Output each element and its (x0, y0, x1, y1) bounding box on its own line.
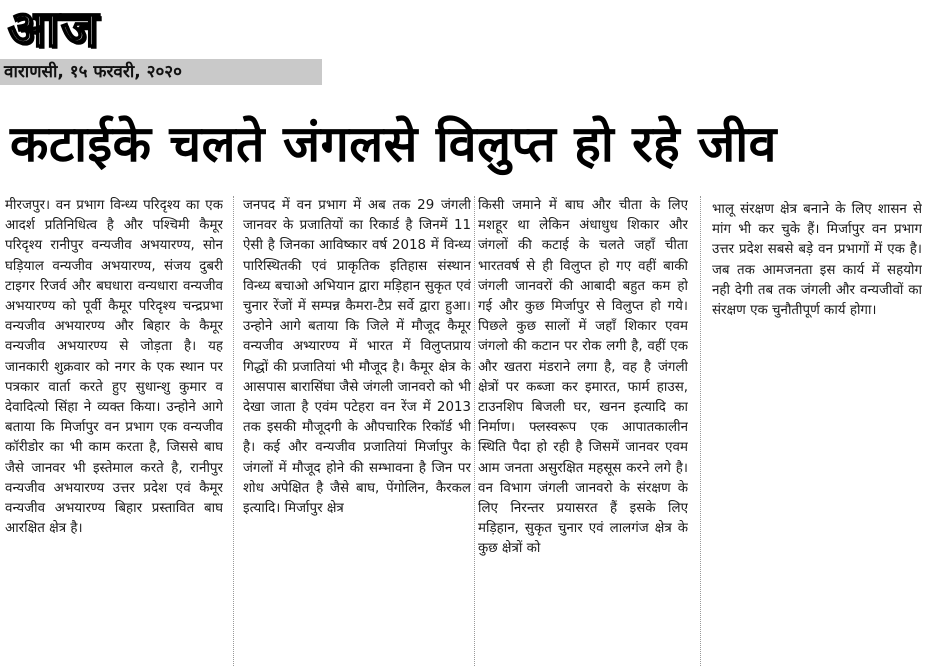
article-column-1: मीरजपुर। वन प्रभाग विन्ध्य परिदृश्य का एक आदर्श प्रतिनिधित्व है और पश्चिमी कैमूर परिदृश्य रानीपुर वन्यजीव अभयारण्य, सोन घड़ियाल वन्यजीव अभयारण्य, संजय दुबरी टाइगर रिजर्व और बघधारा वन्यधारा वन्यजीव अभयारण्य को पूर्वी कैमूर परिदृश्य चन्द्रप्रभा वन्यजीव अभयारण्य और बिहार के कैमूर वन्यजीव अभयारण्य से जोड़ता है। यह जानकारी शुक्रवार को नगर के एक स्थान पर पत्रकार वार्ता करते हुए सुधान्शु कुमार व देवादित्यो सिंहा ने व्यक्त किया। उन्होने आगे बताया कि मिर्जापुर वन प्रभाग एक वन्यजीव कॉरीडोर का भी काम करता है, जिससे बाघ जैसे जानवर भी इस्तेमाल करते है, रानीपुर वन्यजीव अभयारण्य उत्तर प्रदेश एवं कैमूर वन्यजीव अभयारण्य बिहार प्रस्तावित बाघ आरक्षित क्षेत्र है। (5, 198, 223, 537)
column-divider (474, 196, 475, 666)
article-column-4: भालू संरक्षण क्षेत्र बनाने के लिए शासन से मांग भी कर चुके हैं। मिर्जापुर वन प्रभाग उत्तर प्रदेश सबसे बड़े वन प्रभागों में एक है। जब तक आमजनता इस कार्य में सहयोग नही देगी तब तक जंगली और वन्यजीवों का संरक्षण एक चुनौतीपूर्ण कार्य होगा। (712, 202, 922, 319)
column-divider (700, 196, 701, 666)
dateline-bar (0, 59, 322, 85)
column-divider (233, 196, 234, 666)
article-column-2: जनपद में वन प्रभाग में अब तक 29 जंगली जानवर के प्रजातियों का रिकार्ड है जिनमें 11 ऐसी है जिनका आविष्कार वर्ष 2018 में विन्ध्य पारिस्थितकी एवं प्राकृतिक इतिहास संस्थान विन्ध्य बचाओ अभियान द्वारा मड़िहान सुकृत एवं चुनार रेंजों में सम्पन्न कैमरा-टैप्र सर्वे द्वारा हुआ। उन्होने आगे बताया कि जिले में मौजूद कैमूर वन्यजीव अभ्यारण्य में भारत में विलुप्तप्राय गिद्धों की प्रजातियां भी मौजूद है। कैमूर क्षेत्र के आसपास बारासिंघा जैसे जंगली जानवरो को भी देखा जाता है एवंम पटेहरा वन रेंज में 2013 तक इसकी मौजूदगी के औपचारिक रिकॉर्ड भी है। कई और वन्यजीव प्रजातियां मिर्जापुर के जंगलों में मौजूद होने की सम्भावना है जिन पर शोध अपेक्षित है जैसे बाघ, पेंगोलिन, कैरकल इत्यादि। मिर्जापुर क्षेत्र (243, 198, 471, 517)
article-headline: कटाईके चलते जंगलसे विलुप्त हो रहे जीव (10, 115, 777, 173)
dateline: वाराणसी, १५ फरवरी, २०२० (4, 62, 182, 82)
newspaper-masthead: आज (8, 0, 101, 58)
article-column-3: किसी जमाने में बाघ और चीता के लिए मशहूर था लेकिन अंधाधुध शिकार और जंगलों की कटाई के चलते जहाँ चीता भारतवर्ष से ही विलुप्त हो गए वहीं बाकी जंगली जानवरों की आबादी बहुत कम हो गई और कुछ मिर्जापुर से विलुप्त हो गये। पिछले कुछ सालों में जहाँ शिकार एवम जंगलो की कटान पर रोक लगी है, वहीं एक और खतरा मंडराने लगा है, वह है जंगली क्षेत्रों पर कब्जा कर इमारत, फार्म हाउस, टाउनशिप बिजली घर, खनन इत्यादि का निर्माण। फ्लस्वरूप एक आपातकालीन स्थिति पैदा हो रही है जिसमें जानवर एवम आम जनता असुरक्षित महसूस करने लगे है। वन विभाग जंगली जानवरो के संरक्षण के लिए निरन्तर प्रयासरत हैं इसके लिए मड़िहान, सुकृत चुनार एवं लालगंज क्षेत्र के कुछ क्षेत्रों को (478, 198, 688, 557)
